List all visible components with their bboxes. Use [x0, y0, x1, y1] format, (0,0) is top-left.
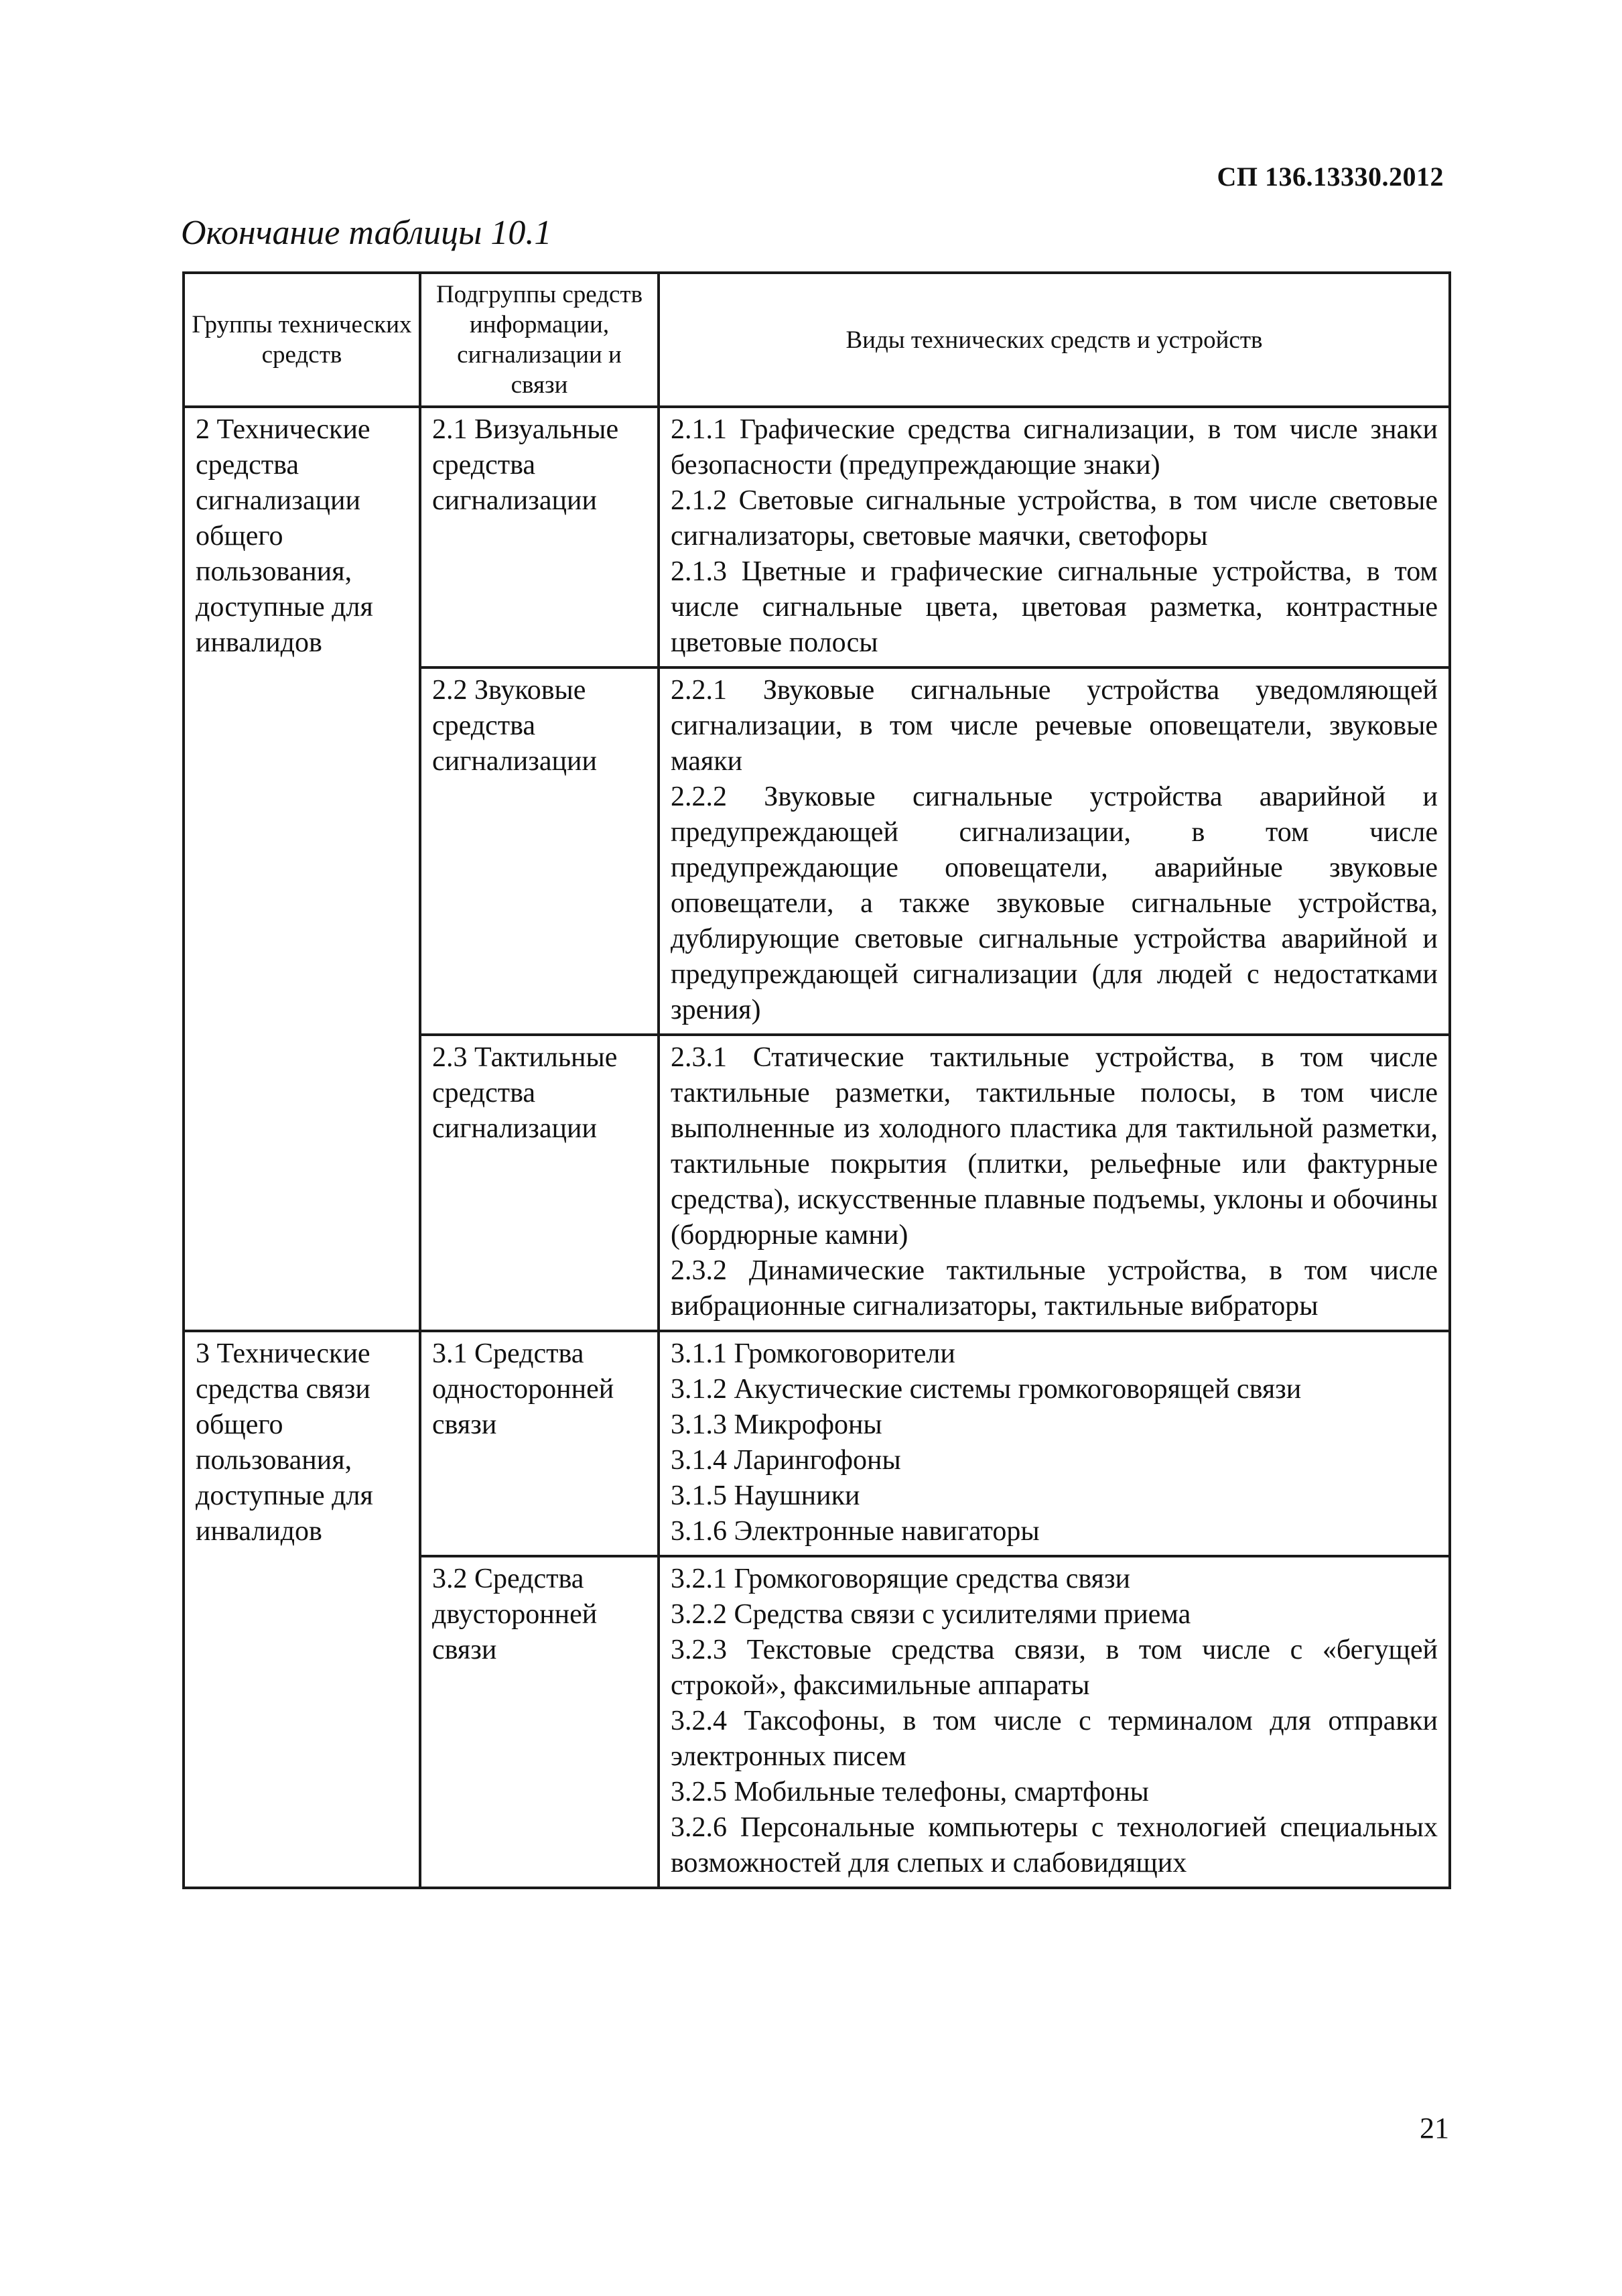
list-item: 2.1.1 Графические средства сигнализации, в том числе знаки безопасности (предупреждающие знаки) — [671, 414, 1438, 481]
column-header-groups: Группы технических средств — [184, 273, 420, 407]
items-cell — [659, 1035, 1450, 1331]
items-cell — [659, 667, 1450, 1035]
list-item: 3.1.4 Ларингофоны — [671, 1445, 901, 1476]
list-item: 2.2.2 Звуковые сигнальные устройства аварийной и предупреждающей сигнализации, в том числе предупреждающие оповещатели, аварийные звуковые оповещатели, а также звуковые сигнальные устройства, дублирующие световые сигнальные устройства аварийной и предупреждающей сигнализации (для людей с недостатками зрения) — [671, 781, 1438, 1025]
list-item: 2.1.2 Световые сигнальные устройства, в том числе световые сигнализаторы, световые маячки, светофоры — [671, 485, 1438, 552]
page-number: 21 — [1420, 2112, 1449, 2145]
list-item: 3.2.5 Мобильные телефоны, смартфоны — [671, 1777, 1149, 1807]
items-cell — [659, 1331, 1450, 1556]
table-row — [184, 407, 1450, 667]
subgroup-cell: 3.2 Средства двусторонней связи — [420, 1556, 659, 1888]
column-header-subgroups: Подгруппы средств информации, сигнализации и связи — [420, 273, 659, 407]
list-item: 3.1.6 Электронные навигаторы — [671, 1516, 1040, 1547]
list-item: 2.3.2 Динамические тактильные устройства, в том числе вибрационные сигнализаторы, тактильные вибраторы — [671, 1255, 1438, 1322]
table-caption: Окончание таблицы 10.1 — [181, 214, 552, 252]
table-row — [184, 1331, 1450, 1556]
list-item: 3.2.6 Персональные компьютеры с технологией специальных возможностей для слепых и слабовидящих — [671, 1812, 1438, 1878]
list-item: 3.2.3 Текстовые средства связи, в том числе с «бегущей строкой», факсимильные аппараты — [671, 1635, 1438, 1701]
list-item: 3.2.2 Средства связи с усилителями приема — [671, 1599, 1191, 1630]
list-item: 3.1.2 Акустические системы громкоговорящей связи — [671, 1374, 1302, 1405]
list-item: 3.2.4 Таксофоны, в том числе с терминалом для отправки электронных писем — [671, 1706, 1438, 1772]
table-header-row — [184, 273, 1450, 407]
list-item: 3.1.1 Громкоговорители — [671, 1338, 955, 1369]
items-cell — [659, 407, 1450, 667]
document-code: СП 136.13330.2012 — [1217, 162, 1444, 192]
items-cell — [659, 1556, 1450, 1888]
table-container — [182, 271, 1451, 1889]
specification-table — [182, 271, 1451, 1889]
group-cell: 3 Технические средства связи общего пользования, доступные для инвалидов — [184, 1331, 420, 1888]
subgroup-cell: 2.1 Визуальные средства сигнализации — [420, 407, 659, 667]
subgroup-cell: 3.1 Средства односторонней связи — [420, 1331, 659, 1556]
column-header-types: Виды технических средств и устройств — [659, 273, 1450, 407]
list-item: 2.2.1 Звуковые сигнальные устройства уведомляющей сигнализации, в том числе речевые оповещатели, звуковые маяки — [671, 675, 1438, 777]
group-cell: 2 Технические средства сигнализации общего пользования, доступные для инвалидов — [184, 407, 420, 1331]
list-item: 2.3.1 Статические тактильные устройства, в том числе тактильные разметки, тактильные полосы, в том числе выполненные из холодного пластика для тактильной разметки, тактильные покрытия (плитки, рельефные или фактурные средства), искусственные плавные подъемы, уклоны и обочины (бордюрные камни) — [671, 1042, 1438, 1251]
list-item: 3.1.3 Микрофоны — [671, 1409, 882, 1440]
list-item: 3.1.5 Наушники — [671, 1480, 860, 1511]
list-item: 2.1.3 Цветные и графические сигнальные устройства, в том числе сигнальные цвета, цветовая разметка, контрастные цветовые полосы — [671, 556, 1438, 658]
subgroup-cell: 2.2 Звуковые средства сигнализации — [420, 667, 659, 1035]
subgroup-cell: 2.3 Тактильные средства сигнализации — [420, 1035, 659, 1331]
list-item: 3.2.1 Громкоговорящие средства связи — [671, 1564, 1131, 1594]
